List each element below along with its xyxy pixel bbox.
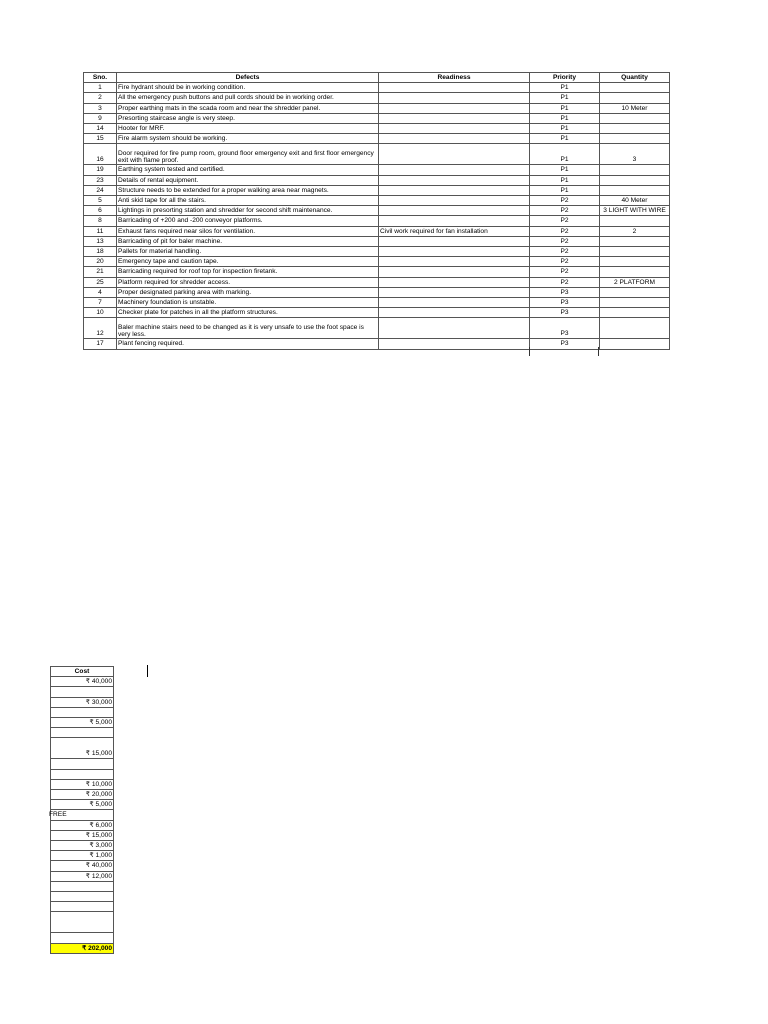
header-row <box>84 73 670 83</box>
cell-defect[interactable]: Fire alarm system should be working. <box>117 134 379 144</box>
cost-cell[interactable]: ₹ 1,000 <box>51 851 114 861</box>
cell-priority[interactable]: P1 <box>530 134 600 144</box>
cell-sno[interactable]: 4 <box>84 287 117 297</box>
table-row <box>84 277 670 287</box>
cell-defect[interactable]: Structure needs to be extended for a proper walking area near magnets. <box>117 185 379 195</box>
cell-readiness[interactable] <box>379 308 530 318</box>
header-sno[interactable]: Sno. <box>84 73 117 83</box>
cost-cell[interactable]: ₹ 12,000 <box>51 871 114 881</box>
table-row <box>84 83 670 93</box>
cost-cell[interactable]: ₹ 20,000 <box>51 789 114 799</box>
cost-cell[interactable] <box>51 881 114 891</box>
cost-cell[interactable] <box>51 912 114 933</box>
cell-quantity[interactable] <box>600 175 670 185</box>
cell-quantity[interactable] <box>600 287 670 297</box>
cost-cell[interactable] <box>51 933 114 943</box>
cell-defect[interactable]: Anti skid tape for all the stairs. <box>117 196 379 206</box>
cost-header-row <box>51 667 114 677</box>
cost-total[interactable]: ₹ 202,000 <box>51 943 114 953</box>
cell-quantity[interactable] <box>600 247 670 257</box>
cost-row <box>51 902 114 912</box>
table-row <box>84 206 670 216</box>
cell-readiness[interactable] <box>379 185 530 195</box>
table-row <box>84 185 670 195</box>
cell-sno[interactable]: 9 <box>84 113 117 123</box>
cell-priority[interactable]: P2 <box>530 257 600 267</box>
cell-readiness[interactable] <box>379 103 530 113</box>
header-defects[interactable]: Defects <box>117 73 379 83</box>
table-row <box>84 247 670 257</box>
cell-priority[interactable]: P1 <box>530 144 600 165</box>
cost-cell[interactable] <box>51 707 114 717</box>
table-row <box>84 308 670 318</box>
cost-row <box>51 707 114 717</box>
cell-quantity[interactable] <box>600 298 670 308</box>
cost-row <box>51 738 114 759</box>
cost-row <box>51 728 114 738</box>
cell-sno[interactable]: 11 <box>84 226 117 236</box>
cell-defect[interactable]: Proper designated parking area with marking. <box>117 287 379 297</box>
cell-sno[interactable]: 12 <box>84 318 117 339</box>
cell-defect[interactable]: Pallets for material handling. <box>117 247 379 257</box>
table-row <box>84 196 670 206</box>
cost-cell[interactable] <box>51 769 114 779</box>
cell-readiness[interactable] <box>379 83 530 93</box>
table-row <box>84 287 670 297</box>
header-priority[interactable]: Priority <box>530 73 600 83</box>
cost-row <box>51 881 114 891</box>
cell-sno[interactable]: 5 <box>84 196 117 206</box>
table-row <box>84 144 670 165</box>
cost-cell[interactable] <box>51 902 114 912</box>
cell-defect[interactable]: Emergency tape and caution tape. <box>117 257 379 267</box>
cell-sno[interactable]: 6 <box>84 206 117 216</box>
table-row <box>84 226 670 236</box>
table-row <box>84 216 670 226</box>
cell-priority[interactable]: P3 <box>530 339 600 349</box>
table-row <box>84 257 670 267</box>
cell-readiness[interactable] <box>379 287 530 297</box>
cell-sno[interactable]: 20 <box>84 257 117 267</box>
cost-row <box>51 800 114 810</box>
cell-defect[interactable]: Exhaust fans required near silos for ventilation. <box>117 226 379 236</box>
cost-cell[interactable] <box>51 728 114 738</box>
cost-cell[interactable] <box>51 759 114 769</box>
cost-cell[interactable]: ₹ 15,000 <box>51 738 114 759</box>
cost-row <box>51 871 114 881</box>
cell-sno[interactable]: 3 <box>84 103 117 113</box>
table-row <box>84 318 670 339</box>
cell-readiness[interactable] <box>379 277 530 287</box>
cell-priority[interactable]: P2 <box>530 206 600 216</box>
cost-row <box>51 861 114 871</box>
cell-priority[interactable]: P1 <box>530 83 600 93</box>
cell-readiness[interactable] <box>379 216 530 226</box>
defects-table <box>83 72 670 350</box>
table-row <box>84 165 670 175</box>
cell-defect[interactable]: Lightings in presorting station and shredder for second shift maintenance. <box>117 206 379 216</box>
table-row <box>84 113 670 123</box>
cell-defect[interactable]: Barricading of +200 and -200 conveyor platforms. <box>117 216 379 226</box>
cell-readiness[interactable] <box>379 124 530 134</box>
cost-row <box>51 779 114 789</box>
cost-row <box>51 677 114 687</box>
header-readiness[interactable]: Readiness <box>379 73 530 83</box>
cell-quantity[interactable]: 2 PLATFORM <box>600 277 670 287</box>
cell-readiness[interactable] <box>379 206 530 216</box>
cell-defect[interactable]: Hooter for MRF. <box>117 124 379 134</box>
column-divider-mark <box>598 347 599 356</box>
cost-row <box>51 697 114 707</box>
cell-priority[interactable]: P1 <box>530 93 600 103</box>
cost-cell[interactable] <box>51 891 114 901</box>
cost-row <box>51 769 114 779</box>
cost-row <box>51 717 114 727</box>
cell-quantity[interactable]: 2 <box>600 226 670 236</box>
cell-sno[interactable]: 10 <box>84 308 117 318</box>
cell-priority[interactable]: P2 <box>530 247 600 257</box>
cell-quantity[interactable] <box>600 83 670 93</box>
cost-cell[interactable] <box>51 687 114 697</box>
cell-sno[interactable]: 15 <box>84 134 117 144</box>
cell-priority[interactable]: P1 <box>530 165 600 175</box>
cell-defect[interactable]: Baler machine stairs need to be changed as it is very unsafe to use the foot space is very less. <box>117 318 379 339</box>
table-row <box>84 267 670 277</box>
table-row <box>84 339 670 349</box>
cell-sno[interactable]: 8 <box>84 216 117 226</box>
cost-cell[interactable]: ₹ 40,000 <box>51 677 114 687</box>
cell-sno[interactable]: 24 <box>84 185 117 195</box>
cost-row <box>51 840 114 850</box>
table-row <box>84 236 670 246</box>
cell-readiness[interactable] <box>379 298 530 308</box>
cell-priority[interactable]: P3 <box>530 318 600 339</box>
cell-quantity[interactable] <box>600 257 670 267</box>
cell-quantity[interactable]: 10 Meter <box>600 103 670 113</box>
cell-defect[interactable]: Proper earthing mats in the scada room and near the shredder panel. <box>117 103 379 113</box>
cell-priority[interactable]: P2 <box>530 267 600 277</box>
table-row <box>84 134 670 144</box>
cell-sno[interactable]: 2 <box>84 93 117 103</box>
cell-readiness[interactable] <box>379 165 530 175</box>
cell-sno[interactable]: 1 <box>84 83 117 93</box>
cell-defect[interactable]: All the emergency push buttons and pull cords should be in working order. <box>117 93 379 103</box>
cell-quantity[interactable] <box>600 124 670 134</box>
cost-row <box>51 789 114 799</box>
cost-cell[interactable]: ₹ 40,000 <box>51 861 114 871</box>
cell-readiness[interactable] <box>379 134 530 144</box>
cell-priority[interactable]: P2 <box>530 226 600 236</box>
cell-priority[interactable]: P1 <box>530 113 600 123</box>
cost-cell[interactable]: ₹ 6,000 <box>51 820 114 830</box>
cell-readiness[interactable] <box>379 267 530 277</box>
cell-readiness[interactable] <box>379 113 530 123</box>
cost-row <box>51 687 114 697</box>
table-row <box>84 298 670 308</box>
cell-readiness[interactable] <box>379 175 530 185</box>
cell-sno[interactable]: 23 <box>84 175 117 185</box>
cell-defect[interactable]: Fire hydrant should be in working condition. <box>117 83 379 93</box>
cost-cell[interactable]: ₹ 30,000 <box>51 697 114 707</box>
cell-quantity[interactable] <box>600 134 670 144</box>
cell-quantity[interactable] <box>600 308 670 318</box>
cell-readiness[interactable]: Civil work required for fan installation <box>379 226 530 236</box>
cell-priority[interactable]: P3 <box>530 308 600 318</box>
cell-priority[interactable]: P2 <box>530 277 600 287</box>
cost-cell[interactable]: ₹ 15,000 <box>51 830 114 840</box>
cost-cell[interactable]: ₹ 5,000 <box>51 800 114 810</box>
cell-quantity[interactable] <box>600 216 670 226</box>
cell-quantity[interactable] <box>600 339 670 349</box>
cost-header[interactable]: Cost <box>51 667 114 677</box>
cell-defect[interactable]: Barricading of pit for baler machine. <box>117 236 379 246</box>
cell-sno[interactable]: 17 <box>84 339 117 349</box>
cell-defect[interactable]: Barricading required for roof top for inspection firetank. <box>117 267 379 277</box>
cell-priority[interactable]: P1 <box>530 124 600 134</box>
cell-readiness[interactable] <box>379 257 530 267</box>
cell-priority[interactable]: P2 <box>530 196 600 206</box>
cost-row <box>51 933 114 943</box>
cell-sno[interactable]: 16 <box>84 144 117 165</box>
cell-defect[interactable]: Machinery foundation is unstable. <box>117 298 379 308</box>
cost-cell[interactable]: ₹ 10,000 <box>51 779 114 789</box>
cell-readiness[interactable] <box>379 196 530 206</box>
cell-quantity[interactable] <box>600 185 670 195</box>
cell-quantity[interactable]: 3 <box>600 144 670 165</box>
cost-cell[interactable]: ₹ 3,000 <box>51 840 114 850</box>
cell-priority[interactable]: P1 <box>530 103 600 113</box>
cell-defect[interactable]: Details of rental equipment. <box>117 175 379 185</box>
cell-sno[interactable]: 19 <box>84 165 117 175</box>
cell-quantity[interactable] <box>600 318 670 339</box>
text-cursor <box>147 665 148 677</box>
cost-row <box>51 851 114 861</box>
cell-priority[interactable]: P3 <box>530 287 600 297</box>
header-quantity[interactable]: Quantity <box>600 73 670 83</box>
cell-sno[interactable]: 25 <box>84 277 117 287</box>
cell-sno[interactable]: 21 <box>84 267 117 277</box>
cell-priority[interactable]: P1 <box>530 175 600 185</box>
cell-readiness[interactable] <box>379 93 530 103</box>
cell-defect[interactable]: Platform required for shredder access. <box>117 277 379 287</box>
cell-priority[interactable]: P1 <box>530 185 600 195</box>
table-row <box>84 175 670 185</box>
table-row <box>84 124 670 134</box>
cell-sno[interactable]: 14 <box>84 124 117 134</box>
cell-quantity[interactable] <box>600 165 670 175</box>
cost-row <box>51 820 114 830</box>
cost-cell[interactable]: ₹ 5,000 <box>51 717 114 727</box>
cell-quantity[interactable]: 3 LIGHT WITH WIRE <box>600 206 670 216</box>
table-row <box>84 103 670 113</box>
cell-defect[interactable]: Door required for fire pump room, ground floor emergency exit and first floor emergency exit with flame proof. <box>117 144 379 165</box>
cell-priority[interactable]: P2 <box>530 216 600 226</box>
cell-sno[interactable]: 13 <box>84 236 117 246</box>
cell-defect[interactable]: Checker plate for patches in all the platform structures. <box>117 308 379 318</box>
cost-total-row <box>51 943 114 953</box>
cell-quantity[interactable] <box>600 93 670 103</box>
cell-sno[interactable]: 18 <box>84 247 117 257</box>
cell-defect[interactable]: Plant fencing required. <box>117 339 379 349</box>
cost-row <box>51 912 114 933</box>
cell-readiness[interactable] <box>379 144 530 165</box>
cell-defect[interactable]: Presorting staircase angle is very steep. <box>117 113 379 123</box>
cell-readiness[interactable] <box>379 318 530 339</box>
cost-row <box>51 830 114 840</box>
cell-quantity[interactable] <box>600 113 670 123</box>
column-divider-mark <box>529 347 530 356</box>
cell-sno[interactable]: 7 <box>84 298 117 308</box>
table-row <box>84 93 670 103</box>
cell-quantity[interactable] <box>600 236 670 246</box>
cell-defect[interactable]: Earthing system tested and certified. <box>117 165 379 175</box>
cost-row <box>51 759 114 769</box>
cell-quantity[interactable]: 40 Meter <box>600 196 670 206</box>
cell-readiness[interactable] <box>379 236 530 246</box>
cell-priority[interactable]: P3 <box>530 298 600 308</box>
cell-readiness[interactable] <box>379 247 530 257</box>
cell-readiness[interactable] <box>379 339 530 349</box>
cost-row <box>51 891 114 901</box>
free-label: FREE <box>49 811 67 818</box>
cell-quantity[interactable] <box>600 267 670 277</box>
cell-priority[interactable]: P2 <box>530 236 600 246</box>
